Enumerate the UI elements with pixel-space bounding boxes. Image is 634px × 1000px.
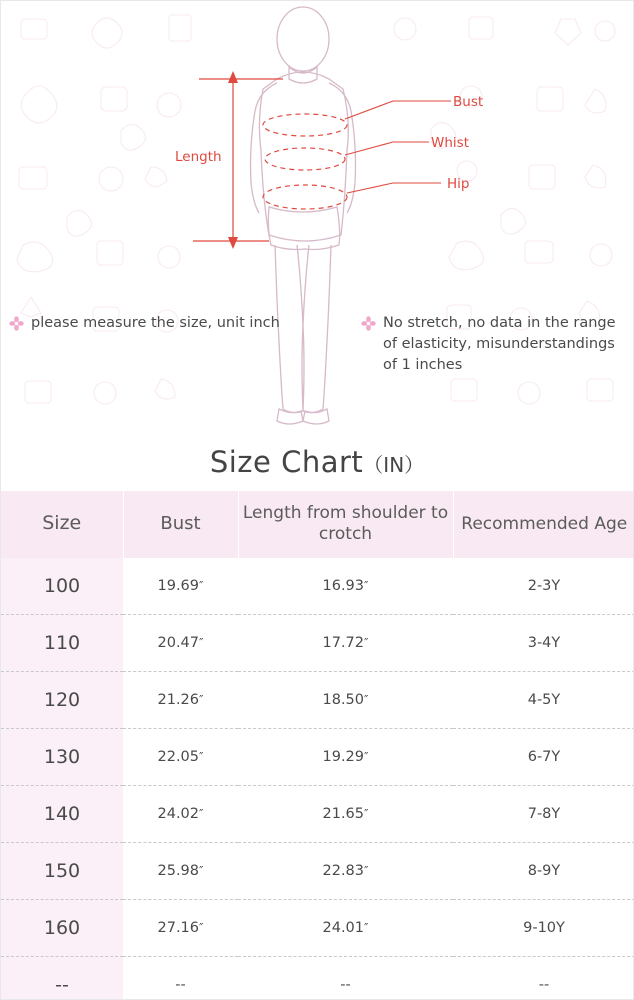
cell-size: 140: [1, 785, 123, 842]
cell-length: [238, 899, 453, 956]
cell-age: 7-8Y: [453, 785, 634, 842]
cell-bust: [123, 728, 238, 785]
notes-row: [1, 313, 633, 376]
cell-length-value: 18.50: [322, 691, 365, 708]
header-bust: Bust: [123, 491, 238, 558]
size-table: [1, 491, 634, 1000]
cell-length: [238, 671, 453, 728]
table-row: [1, 842, 634, 899]
note-measure-text: please measure the size, unit inch: [31, 315, 280, 331]
table-row: [1, 558, 634, 615]
cell-age: --: [538, 976, 550, 993]
header-age: Recommended Age: [453, 491, 634, 558]
cell-length-value: 22.83: [322, 862, 365, 879]
cell-age: 9-10Y: [453, 899, 634, 956]
cell-bust-value: 27.16: [157, 919, 200, 936]
unit-mark: ″: [199, 692, 204, 707]
table-header-row: [1, 491, 634, 558]
label-length: Length: [175, 149, 222, 165]
cell-length: --: [340, 976, 351, 993]
label-whist: Whist: [431, 135, 469, 151]
label-hip: Hip: [447, 176, 470, 192]
cell-size: 110: [1, 614, 123, 671]
cell-bust-value: 19.69: [157, 577, 200, 594]
table-row: [1, 728, 634, 785]
note-stretch: [361, 313, 627, 376]
unit-mark: ″: [364, 749, 369, 764]
note-measure: [1, 313, 361, 376]
cell-length-value: 16.93: [322, 577, 365, 594]
cell-bust: [123, 842, 238, 899]
cell-length: [238, 785, 453, 842]
flower-icon: [9, 316, 24, 331]
illustration-area: [1, 1, 633, 433]
cell-bust: --: [175, 976, 186, 993]
header-size: Size: [1, 491, 123, 558]
cell-size: 150: [1, 842, 123, 899]
unit-mark: ″: [199, 920, 204, 935]
unit-mark: ″: [364, 863, 369, 878]
cell-bust-value: 25.98: [157, 862, 200, 879]
cell-age: 8-9Y: [453, 842, 634, 899]
header-length: Length from shoulder to crotch: [238, 491, 453, 558]
table-row: [1, 671, 634, 728]
cell-age: 2-3Y: [453, 558, 634, 615]
cell-size: 100: [1, 558, 123, 615]
unit-mark: ″: [199, 578, 204, 593]
cell-bust: [123, 558, 238, 615]
table-row: [1, 785, 634, 842]
unit-mark: ″: [364, 635, 369, 650]
unit-mark: ″: [364, 578, 369, 593]
cell-length-value: 19.29: [322, 748, 365, 765]
cell-bust: [123, 671, 238, 728]
cell-bust-value: 24.02: [157, 805, 200, 822]
unit-mark: ″: [364, 806, 369, 821]
cell-size: 130: [1, 728, 123, 785]
cell-bust: [123, 899, 238, 956]
unit-mark: ″: [364, 692, 369, 707]
chart-title-sub: （IN）: [363, 453, 425, 477]
cell-length-value: 24.01: [322, 919, 365, 936]
note-stretch-text: No stretch, no data in the range of elasticity, misunderstandings of 1 inches: [383, 315, 616, 374]
cell-size: 160: [1, 899, 123, 956]
cell-length: [238, 558, 453, 615]
cell-length-value: 17.72: [322, 634, 365, 651]
cell-age: 4-5Y: [453, 671, 634, 728]
unit-mark: ″: [199, 749, 204, 764]
cell-bust-value: 21.26: [157, 691, 200, 708]
cell-bust: [123, 785, 238, 842]
unit-mark: ″: [199, 806, 204, 821]
label-bust: Bust: [453, 94, 484, 110]
table-body: [1, 558, 634, 1000]
cell-length: [238, 614, 453, 671]
table-row: [1, 614, 634, 671]
table-row: [1, 899, 634, 956]
cell-bust-value: 20.47: [157, 634, 200, 651]
flower-icon: [361, 316, 376, 331]
chart-title-main: Size Chart: [209, 445, 364, 479]
cell-age: 6-7Y: [453, 728, 634, 785]
unit-mark: ″: [199, 635, 204, 650]
table-row: [1, 956, 634, 1000]
cell-length: [238, 728, 453, 785]
unit-mark: ″: [364, 920, 369, 935]
cell-length-value: 21.65: [322, 805, 365, 822]
cell-bust-value: 22.05: [157, 748, 200, 765]
cell-bust: [123, 614, 238, 671]
unit-mark: ″: [199, 863, 204, 878]
cell-size: --: [1, 956, 123, 1000]
chart-title: [1, 433, 633, 491]
cell-length: [238, 842, 453, 899]
cell-size: 120: [1, 671, 123, 728]
cell-age: 3-4Y: [453, 614, 634, 671]
